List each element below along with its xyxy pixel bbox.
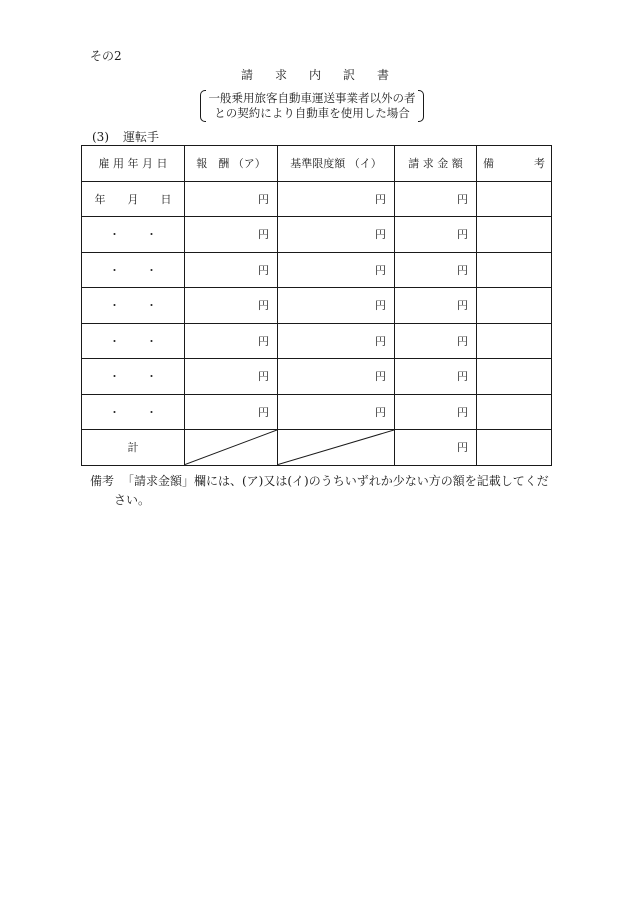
date-month-unit: 月 bbox=[127, 192, 139, 206]
table-row bbox=[82, 217, 552, 253]
header-remarks bbox=[477, 146, 552, 182]
page-number: その2 bbox=[90, 49, 122, 63]
reward-cell[interactable]: 円 bbox=[185, 288, 278, 324]
claim-cell[interactable]: 円 bbox=[395, 181, 477, 217]
limit-cell[interactable]: 円 bbox=[278, 288, 395, 324]
date-separator: ・ bbox=[146, 334, 157, 348]
date-separator: ・ bbox=[109, 263, 120, 277]
diagonal-strike-line bbox=[185, 430, 277, 465]
date-cell[interactable] bbox=[82, 252, 185, 288]
table-row bbox=[82, 394, 552, 430]
section-label: 運転手 bbox=[123, 130, 160, 144]
right-bracket bbox=[418, 90, 424, 122]
diagonal-strike-line bbox=[278, 430, 394, 465]
header-employment-date: 雇 用 年 月 日 bbox=[82, 146, 185, 182]
reward-cell[interactable]: 円 bbox=[185, 359, 278, 395]
date-separator: ・ bbox=[146, 228, 157, 242]
date-separator: ・ bbox=[109, 334, 120, 348]
limit-total-strike bbox=[278, 430, 395, 466]
section-number: (3) bbox=[92, 130, 109, 144]
remarks-cell[interactable] bbox=[477, 252, 552, 288]
date-separator: ・ bbox=[109, 228, 120, 242]
note-text: 「請求金額」欄には、(ア)又は(イ)のうちいずれか少ない方の額を記載してくだ bbox=[122, 474, 549, 488]
reward-cell[interactable]: 円 bbox=[185, 394, 278, 430]
date-cell[interactable] bbox=[82, 394, 185, 430]
date-cell[interactable] bbox=[82, 217, 185, 253]
remarks-cell[interactable] bbox=[477, 323, 552, 359]
remarks-cell[interactable] bbox=[477, 217, 552, 253]
title-char: 訳 bbox=[343, 68, 356, 82]
reward-cell[interactable]: 円 bbox=[185, 181, 278, 217]
subtitle-block bbox=[200, 89, 424, 123]
limit-cell[interactable]: 円 bbox=[278, 252, 395, 288]
claim-total-cell[interactable]: 円 bbox=[395, 430, 477, 466]
reward-cell[interactable]: 円 bbox=[185, 323, 278, 359]
limit-cell[interactable]: 円 bbox=[278, 359, 395, 395]
table-row bbox=[82, 359, 552, 395]
date-cell[interactable] bbox=[82, 288, 185, 324]
document-title bbox=[0, 66, 630, 83]
limit-cell[interactable]: 円 bbox=[278, 217, 395, 253]
claim-cell[interactable]: 円 bbox=[395, 217, 477, 253]
title-char: 求 bbox=[274, 68, 287, 82]
reward-cell[interactable]: 円 bbox=[185, 252, 278, 288]
limit-cell[interactable]: 円 bbox=[278, 394, 395, 430]
date-separator: ・ bbox=[146, 299, 157, 313]
header-remarks-char-2: 考 bbox=[534, 157, 545, 171]
date-day-unit: 日 bbox=[160, 192, 172, 206]
header-reward: 報 酬 （ア） bbox=[185, 146, 278, 182]
header-limit-amount: 基準限度額 （イ） bbox=[278, 146, 395, 182]
breakdown-table bbox=[81, 145, 552, 466]
table-row bbox=[82, 288, 552, 324]
remarks-cell[interactable] bbox=[477, 359, 552, 395]
date-separator: ・ bbox=[146, 370, 157, 384]
section-heading bbox=[92, 128, 159, 145]
claim-cell[interactable]: 円 bbox=[395, 252, 477, 288]
note-label: 備考 bbox=[90, 474, 115, 488]
subtitle-line-2: との契約により自動車を使用した場合 bbox=[214, 106, 410, 120]
table-row bbox=[82, 323, 552, 359]
reward-cell[interactable]: 円 bbox=[185, 217, 278, 253]
table-row bbox=[82, 252, 552, 288]
remarks-total-cell[interactable] bbox=[477, 430, 552, 466]
table-row bbox=[82, 181, 552, 217]
note-text-continued: さい。 bbox=[114, 493, 151, 507]
date-separator: ・ bbox=[109, 299, 120, 313]
claim-cell[interactable]: 円 bbox=[395, 394, 477, 430]
title-char: 請 bbox=[240, 68, 253, 82]
date-year-unit: 年 bbox=[94, 192, 106, 206]
title-char: 書 bbox=[377, 68, 390, 82]
header-row bbox=[82, 146, 552, 182]
subtitle-line-1: 一般乗用旅客自動車運送事業者以外の者 bbox=[208, 91, 416, 105]
date-cell[interactable] bbox=[82, 359, 185, 395]
claim-cell[interactable]: 円 bbox=[395, 323, 477, 359]
total-label: 計 bbox=[82, 430, 185, 466]
date-cell[interactable] bbox=[82, 181, 185, 217]
title-char: 内 bbox=[308, 68, 321, 82]
remarks-cell[interactable] bbox=[477, 288, 552, 324]
limit-cell[interactable]: 円 bbox=[278, 323, 395, 359]
date-separator: ・ bbox=[109, 405, 120, 419]
claim-cell[interactable]: 円 bbox=[395, 288, 477, 324]
total-row bbox=[82, 430, 552, 466]
left-bracket bbox=[200, 90, 206, 122]
claim-cell[interactable]: 円 bbox=[395, 359, 477, 395]
date-cell[interactable] bbox=[82, 323, 185, 359]
date-separator: ・ bbox=[146, 263, 157, 277]
header-remarks-char-1: 備 bbox=[483, 157, 494, 171]
header-claim-amount: 請 求 金 額 bbox=[395, 146, 477, 182]
remarks-cell[interactable] bbox=[477, 394, 552, 430]
date-separator: ・ bbox=[109, 370, 120, 384]
reward-total-strike bbox=[185, 430, 278, 466]
remarks-cell[interactable] bbox=[477, 181, 552, 217]
date-separator: ・ bbox=[146, 405, 157, 419]
limit-cell[interactable]: 円 bbox=[278, 181, 395, 217]
